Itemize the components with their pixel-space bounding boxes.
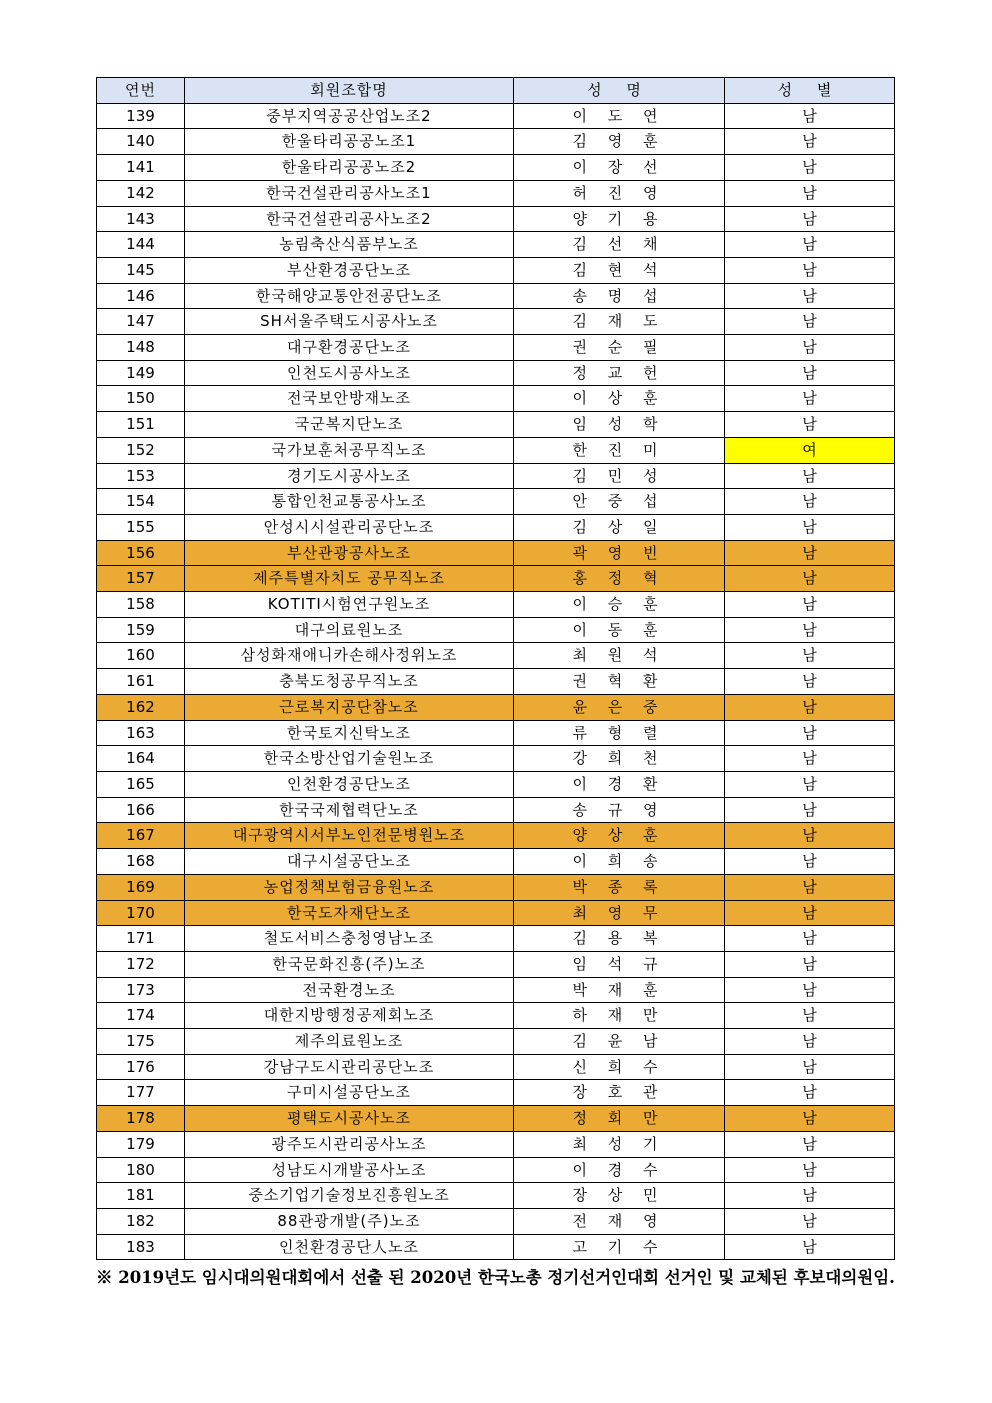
cell-gender: 남 xyxy=(725,1003,895,1029)
cell-union-name: 부산환경공단노조 xyxy=(185,257,514,283)
table-row xyxy=(97,1054,895,1080)
cell-gender: 남 xyxy=(725,566,895,592)
cell-union-name: 제주특별자치도 공무직노조 xyxy=(185,566,514,592)
cell-union-name: 전국환경노조 xyxy=(185,977,514,1003)
cell-person-name: 최 영 무 xyxy=(514,900,725,926)
cell-union-name: 한울타리공공노조1 xyxy=(185,129,514,155)
cell-serial-number: 161 xyxy=(97,669,185,695)
cell-serial-number: 178 xyxy=(97,1106,185,1132)
cell-person-name: 이 승 훈 xyxy=(514,592,725,618)
cell-gender: 남 xyxy=(725,386,895,412)
cell-person-name: 한 진 미 xyxy=(514,437,725,463)
cell-union-name: 부산관광공사노조 xyxy=(185,540,514,566)
cell-union-name: KOTITI시험연구원노조 xyxy=(185,592,514,618)
cell-gender: 여 xyxy=(725,437,895,463)
cell-person-name: 전 재 영 xyxy=(514,1208,725,1234)
cell-serial-number: 158 xyxy=(97,592,185,618)
table-row xyxy=(97,617,895,643)
cell-serial-number: 177 xyxy=(97,1080,185,1106)
table-row xyxy=(97,386,895,412)
cell-serial-number: 171 xyxy=(97,926,185,952)
cell-person-name: 장 호 관 xyxy=(514,1080,725,1106)
cell-union-name: 한국토지신탁노조 xyxy=(185,720,514,746)
cell-union-name: 한국소방산업기술원노조 xyxy=(185,746,514,772)
cell-gender: 남 xyxy=(725,797,895,823)
table-row xyxy=(97,463,895,489)
table-row xyxy=(97,926,895,952)
cell-serial-number: 151 xyxy=(97,412,185,438)
cell-union-name: 국가보훈처공무직노조 xyxy=(185,437,514,463)
table-header-row xyxy=(97,78,895,104)
cell-person-name: 최 성 기 xyxy=(514,1131,725,1157)
cell-union-name: 광주도시관리공사노조 xyxy=(185,1131,514,1157)
cell-person-name: 김 윤 남 xyxy=(514,1029,725,1055)
cell-person-name: 김 민 성 xyxy=(514,463,725,489)
cell-person-name: 이 동 훈 xyxy=(514,617,725,643)
cell-serial-number: 180 xyxy=(97,1157,185,1183)
cell-person-name: 안 중 섭 xyxy=(514,489,725,515)
cell-serial-number: 163 xyxy=(97,720,185,746)
cell-person-name: 권 혁 환 xyxy=(514,669,725,695)
cell-serial-number: 142 xyxy=(97,180,185,206)
cell-serial-number: 154 xyxy=(97,489,185,515)
cell-union-name: 중소기업기술정보진흥원노조 xyxy=(185,1183,514,1209)
cell-gender: 남 xyxy=(725,874,895,900)
table-row xyxy=(97,746,895,772)
table-row xyxy=(97,232,895,258)
table-row xyxy=(97,437,895,463)
cell-serial-number: 147 xyxy=(97,309,185,335)
table-row xyxy=(97,694,895,720)
cell-union-name: 대구환경공단노조 xyxy=(185,335,514,361)
cell-person-name: 임 성 학 xyxy=(514,412,725,438)
cell-serial-number: 183 xyxy=(97,1234,185,1260)
cell-union-name: 대구광역시서부노인전문병원노조 xyxy=(185,823,514,849)
cell-union-name: 한국국제협력단노조 xyxy=(185,797,514,823)
cell-union-name: 안성시시설관리공단노조 xyxy=(185,514,514,540)
cell-union-name: 철도서비스충청영남노조 xyxy=(185,926,514,952)
cell-serial-number: 182 xyxy=(97,1208,185,1234)
cell-serial-number: 166 xyxy=(97,797,185,823)
cell-gender: 남 xyxy=(725,103,895,129)
cell-serial-number: 153 xyxy=(97,463,185,489)
cell-person-name: 류 형 렬 xyxy=(514,720,725,746)
cell-person-name: 최 원 석 xyxy=(514,643,725,669)
cell-serial-number: 155 xyxy=(97,514,185,540)
cell-gender: 남 xyxy=(725,643,895,669)
cell-gender: 남 xyxy=(725,309,895,335)
cell-union-name: 인천환경공단노조 xyxy=(185,771,514,797)
table-row xyxy=(97,1003,895,1029)
table-row xyxy=(97,566,895,592)
cell-person-name: 김 상 일 xyxy=(514,514,725,540)
cell-gender: 남 xyxy=(725,1080,895,1106)
cell-serial-number: 181 xyxy=(97,1183,185,1209)
cell-serial-number: 152 xyxy=(97,437,185,463)
cell-person-name: 홍 정 혁 xyxy=(514,566,725,592)
cell-gender: 남 xyxy=(725,951,895,977)
footnote: ※ 2019년도 임시대의원대회에서 선출 된 2020년 한국노총 정기선거인대회 선거인 및 교체된 후보대의원임. xyxy=(96,1268,895,1287)
cell-person-name: 정 교 헌 xyxy=(514,360,725,386)
cell-gender: 남 xyxy=(725,849,895,875)
cell-union-name: 대구시설공단노조 xyxy=(185,849,514,875)
cell-serial-number: 164 xyxy=(97,746,185,772)
cell-union-name: 한국도자재단노조 xyxy=(185,900,514,926)
cell-serial-number: 143 xyxy=(97,206,185,232)
table-row xyxy=(97,360,895,386)
table-row xyxy=(97,1080,895,1106)
cell-union-name: 국군복지단노조 xyxy=(185,412,514,438)
cell-serial-number: 146 xyxy=(97,283,185,309)
cell-union-name: 농림축산식품부노조 xyxy=(185,232,514,258)
table-row xyxy=(97,129,895,155)
header-serial-number: 연번 xyxy=(97,78,185,104)
table-row xyxy=(97,771,895,797)
cell-serial-number: 176 xyxy=(97,1054,185,1080)
cell-serial-number: 160 xyxy=(97,643,185,669)
member-table xyxy=(96,77,895,1260)
table-row xyxy=(97,669,895,695)
cell-gender: 남 xyxy=(725,977,895,1003)
cell-person-name: 박 종 록 xyxy=(514,874,725,900)
cell-gender: 남 xyxy=(725,900,895,926)
cell-serial-number: 173 xyxy=(97,977,185,1003)
table-row xyxy=(97,180,895,206)
table-row xyxy=(97,335,895,361)
cell-union-name: 인천도시공사노조 xyxy=(185,360,514,386)
cell-union-name: 강남구도시관리공단노조 xyxy=(185,1054,514,1080)
cell-serial-number: 170 xyxy=(97,900,185,926)
cell-gender: 남 xyxy=(725,746,895,772)
cell-person-name: 이 경 환 xyxy=(514,771,725,797)
cell-person-name: 곽 영 빈 xyxy=(514,540,725,566)
cell-gender: 남 xyxy=(725,155,895,181)
table-row xyxy=(97,103,895,129)
cell-union-name: 전국보안방재노조 xyxy=(185,386,514,412)
table-row xyxy=(97,720,895,746)
cell-gender: 남 xyxy=(725,771,895,797)
cell-person-name: 이 도 연 xyxy=(514,103,725,129)
cell-gender: 남 xyxy=(725,1054,895,1080)
cell-gender: 남 xyxy=(725,514,895,540)
cell-union-name: 제주의료원노조 xyxy=(185,1029,514,1055)
header-gender: 성 별 xyxy=(725,78,895,104)
table-row xyxy=(97,155,895,181)
table-row xyxy=(97,1131,895,1157)
cell-gender: 남 xyxy=(725,823,895,849)
table-row xyxy=(97,951,895,977)
table-row xyxy=(97,592,895,618)
cell-union-name: 대구의료원노조 xyxy=(185,617,514,643)
cell-union-name: 삼성화재애니카손해사정위노조 xyxy=(185,643,514,669)
table-row xyxy=(97,540,895,566)
cell-person-name: 하 재 만 xyxy=(514,1003,725,1029)
cell-serial-number: 165 xyxy=(97,771,185,797)
table-row xyxy=(97,1106,895,1132)
cell-serial-number: 179 xyxy=(97,1131,185,1157)
cell-union-name: 인천환경공단人노조 xyxy=(185,1234,514,1260)
cell-serial-number: 169 xyxy=(97,874,185,900)
cell-person-name: 이 상 훈 xyxy=(514,386,725,412)
cell-gender: 남 xyxy=(725,669,895,695)
table-row xyxy=(97,206,895,232)
cell-gender: 남 xyxy=(725,463,895,489)
table-row xyxy=(97,849,895,875)
cell-gender: 남 xyxy=(725,180,895,206)
cell-gender: 남 xyxy=(725,257,895,283)
cell-person-name: 이 경 수 xyxy=(514,1157,725,1183)
cell-person-name: 김 영 훈 xyxy=(514,129,725,155)
table-row xyxy=(97,283,895,309)
cell-union-name: 충북도청공무직노조 xyxy=(185,669,514,695)
cell-serial-number: 174 xyxy=(97,1003,185,1029)
cell-person-name: 임 석 규 xyxy=(514,951,725,977)
cell-person-name: 박 재 훈 xyxy=(514,977,725,1003)
cell-gender: 남 xyxy=(725,412,895,438)
cell-person-name: 장 상 민 xyxy=(514,1183,725,1209)
table-row xyxy=(97,977,895,1003)
cell-union-name: 중부지역공공산업노조2 xyxy=(185,103,514,129)
cell-serial-number: 148 xyxy=(97,335,185,361)
cell-gender: 남 xyxy=(725,1208,895,1234)
cell-person-name: 허 진 영 xyxy=(514,180,725,206)
cell-union-name: 근로복지공단참노조 xyxy=(185,694,514,720)
cell-person-name: 권 순 필 xyxy=(514,335,725,361)
cell-union-name: 성남도시개발공사노조 xyxy=(185,1157,514,1183)
cell-union-name: 대한지방행정공제회노조 xyxy=(185,1003,514,1029)
cell-gender: 남 xyxy=(725,283,895,309)
cell-union-name: 88관광개발(주)노조 xyxy=(185,1208,514,1234)
table-row xyxy=(97,1208,895,1234)
table-row xyxy=(97,489,895,515)
cell-gender: 남 xyxy=(725,926,895,952)
cell-union-name: 한국문화진흥(주)노조 xyxy=(185,951,514,977)
cell-person-name: 정 회 만 xyxy=(514,1106,725,1132)
cell-union-name: 한국해양교통안전공단노조 xyxy=(185,283,514,309)
cell-gender: 남 xyxy=(725,617,895,643)
cell-gender: 남 xyxy=(725,335,895,361)
cell-person-name: 이 희 송 xyxy=(514,849,725,875)
cell-union-name: 농업정책보험금융원노조 xyxy=(185,874,514,900)
cell-serial-number: 175 xyxy=(97,1029,185,1055)
cell-serial-number: 162 xyxy=(97,694,185,720)
cell-serial-number: 159 xyxy=(97,617,185,643)
table-row xyxy=(97,514,895,540)
cell-person-name: 윤 은 중 xyxy=(514,694,725,720)
cell-serial-number: 157 xyxy=(97,566,185,592)
table-row xyxy=(97,643,895,669)
table-row xyxy=(97,797,895,823)
cell-union-name: 경기도시공사노조 xyxy=(185,463,514,489)
cell-gender: 남 xyxy=(725,489,895,515)
cell-person-name: 송 명 섭 xyxy=(514,283,725,309)
table-row xyxy=(97,1234,895,1260)
cell-union-name: 통합인천교통공사노조 xyxy=(185,489,514,515)
cell-serial-number: 141 xyxy=(97,155,185,181)
cell-serial-number: 140 xyxy=(97,129,185,155)
cell-gender: 남 xyxy=(725,1183,895,1209)
cell-gender: 남 xyxy=(725,206,895,232)
cell-gender: 남 xyxy=(725,592,895,618)
table-body xyxy=(97,103,895,1260)
cell-gender: 남 xyxy=(725,1106,895,1132)
cell-person-name: 양 기 용 xyxy=(514,206,725,232)
cell-gender: 남 xyxy=(725,540,895,566)
table-row xyxy=(97,257,895,283)
table-row xyxy=(97,874,895,900)
cell-gender: 남 xyxy=(725,1029,895,1055)
cell-serial-number: 150 xyxy=(97,386,185,412)
cell-gender: 남 xyxy=(725,694,895,720)
cell-gender: 남 xyxy=(725,1157,895,1183)
cell-person-name: 김 선 채 xyxy=(514,232,725,258)
table-row xyxy=(97,1157,895,1183)
table-row xyxy=(97,1029,895,1055)
cell-union-name: 평택도시공사노조 xyxy=(185,1106,514,1132)
cell-union-name: 한국건설관리공사노조2 xyxy=(185,206,514,232)
header-union-name: 회원조합명 xyxy=(185,78,514,104)
table-row xyxy=(97,1183,895,1209)
cell-gender: 남 xyxy=(725,360,895,386)
cell-person-name: 고 기 수 xyxy=(514,1234,725,1260)
table-row xyxy=(97,823,895,849)
cell-person-name: 신 희 수 xyxy=(514,1054,725,1080)
cell-gender: 남 xyxy=(725,720,895,746)
cell-union-name: 한울타리공공노조2 xyxy=(185,155,514,181)
cell-gender: 남 xyxy=(725,1131,895,1157)
table-row xyxy=(97,309,895,335)
cell-person-name: 송 규 영 xyxy=(514,797,725,823)
table-row xyxy=(97,412,895,438)
cell-gender: 남 xyxy=(725,129,895,155)
cell-person-name: 김 용 복 xyxy=(514,926,725,952)
cell-union-name: 한국건설관리공사노조1 xyxy=(185,180,514,206)
cell-serial-number: 144 xyxy=(97,232,185,258)
cell-serial-number: 145 xyxy=(97,257,185,283)
cell-gender: 남 xyxy=(725,232,895,258)
cell-person-name: 김 재 도 xyxy=(514,309,725,335)
cell-serial-number: 172 xyxy=(97,951,185,977)
table-row xyxy=(97,900,895,926)
cell-person-name: 양 상 훈 xyxy=(514,823,725,849)
cell-gender: 남 xyxy=(725,1234,895,1260)
header-person-name: 성 명 xyxy=(514,78,725,104)
cell-serial-number: 168 xyxy=(97,849,185,875)
cell-person-name: 강 희 천 xyxy=(514,746,725,772)
cell-serial-number: 167 xyxy=(97,823,185,849)
cell-serial-number: 139 xyxy=(97,103,185,129)
cell-person-name: 김 현 석 xyxy=(514,257,725,283)
cell-person-name: 이 장 선 xyxy=(514,155,725,181)
cell-union-name: 구미시설공단노조 xyxy=(185,1080,514,1106)
cell-union-name: SH서울주택도시공사노조 xyxy=(185,309,514,335)
cell-serial-number: 156 xyxy=(97,540,185,566)
cell-serial-number: 149 xyxy=(97,360,185,386)
